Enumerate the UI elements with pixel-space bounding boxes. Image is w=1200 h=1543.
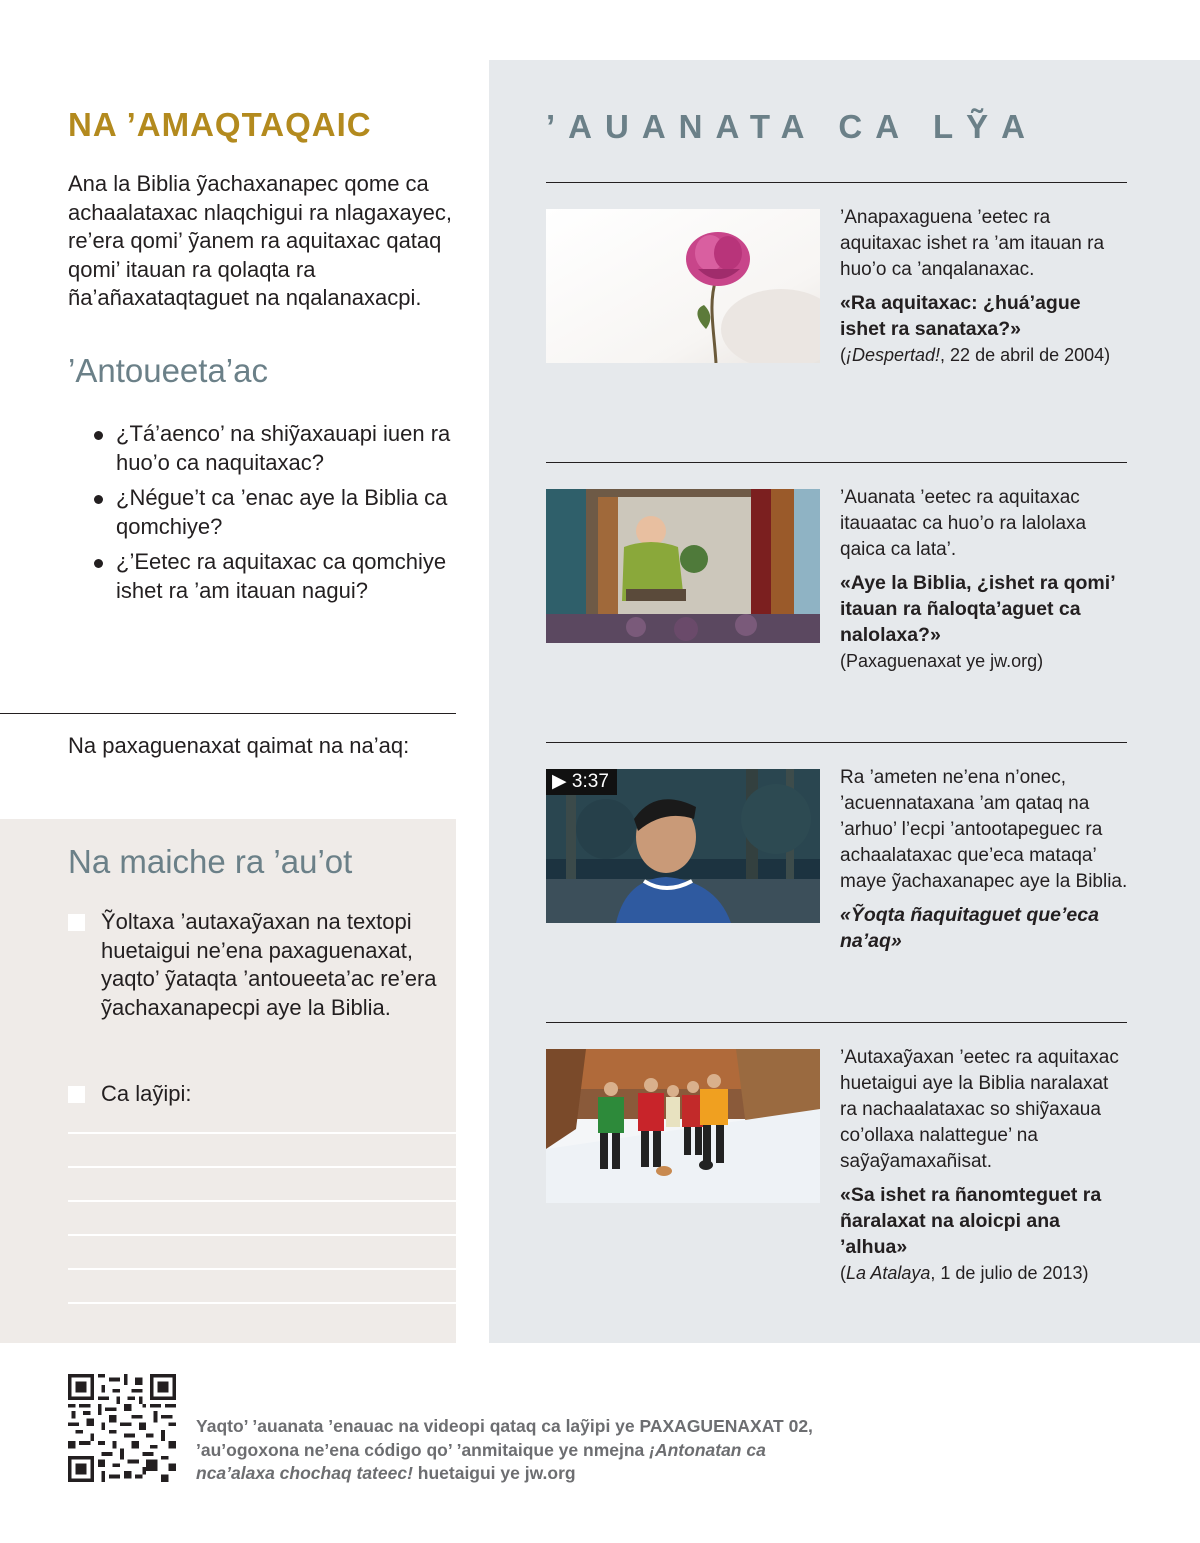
bullet-icon: [94, 559, 103, 568]
pink-flower-icon: [546, 209, 820, 363]
writing-line: [68, 1132, 456, 1134]
checkbox[interactable]: [68, 914, 85, 931]
explore-heading: ’AUANATA CA LỸA: [546, 108, 1038, 145]
writing-line: [68, 1268, 456, 1270]
footer-book-title: ¡Antonatan ca nca’alaxa chochaq tateec!: [196, 1439, 766, 1483]
question-text: ¿Négue’t ca ’enac aye la Biblia ca qomchiye?: [116, 485, 448, 539]
family-walking-in-snow-icon: [546, 1049, 820, 1203]
footer-text-part: Yaqto’ ’auanata ’enauac na videopi qataq ca laỹipi ye PAXAGUENAXAT 02, ’au’ogoxona ne’ena código qo’ ’anmitaique ye nmejna: [196, 1416, 813, 1460]
divider: [546, 462, 1127, 463]
notes-heading: Na maiche ra ’au’ot: [68, 843, 353, 880]
question-item: [92, 420, 467, 477]
bullet-icon: [94, 431, 103, 440]
checklist-item-read-texts[interactable]: [68, 908, 438, 1022]
bullet-icon: [94, 495, 103, 504]
article-source: (Paxaguenaxat ye jw.org): [840, 651, 1044, 671]
question-item: [92, 548, 467, 605]
writing-line: [68, 1302, 456, 1304]
intro-paragraph: Ana la Biblia ỹachaxanapec qome ca achaalataxac nlaqchigui ra nlagaxayec, re’era qomi’ ỹanem ra aquitaxac qataq qomi’ itauan ra qolaqta ra ña’añaxataqtaguet na nqalanaxacpi.: [68, 171, 453, 310]
article-description: ’Autaxaỹaxan ’eetec ra aquitaxac huetaigui aye la Biblia naralaxat ra nachaalataxac so shiỹaxaua co’ollaxa nalattegue’ na saỹaỹamaxañisat.: [840, 1047, 1119, 1172]
wheelchair-thumbnail[interactable]: [546, 489, 820, 643]
next-publication-label: Na paxaguenaxat qaimat na na’aq:: [68, 733, 410, 758]
article-blurb: [840, 485, 1130, 674]
video-thumbnail[interactable]: [546, 769, 820, 923]
writing-line: [68, 1234, 456, 1236]
writing-line: [68, 1166, 456, 1168]
article-source: (¡Despertad!, 22 de abril de 2004): [840, 345, 1111, 365]
article-source: (La Atalaya, 1 de julio de 2013): [840, 1263, 1089, 1283]
video-duration-badge: [546, 769, 617, 795]
duration-text: 3:37: [571, 771, 609, 792]
checklist-text: Ỹoltaxa ’autaxaỹaxan na textopi huetaigui ne’ena paxaguenaxat, yaqto’ ỹataqta ’antoueeta’ac re’era ỹachaxanapecpi aye la Biblia.: [101, 909, 437, 1020]
checklist-item-other[interactable]: [68, 1080, 438, 1109]
article-blurb: [840, 1045, 1130, 1286]
article-title-link[interactable]: «Sa ishet ra ñanomteguet ra ñaralaxat na aloicpi ana ’alhua»: [840, 1184, 1102, 1258]
question-text: ¿’Eetec ra aquitaxac ca qomchiye ishet ra ’am itauan nagui?: [116, 549, 447, 603]
man-in-wheelchair-icon: [546, 489, 820, 643]
divider: [546, 182, 1127, 183]
footer-note: [196, 1415, 836, 1486]
article-title-link[interactable]: «Aye la Biblia, ¿ishet ra qomi’ itauan ra ñaloqta’aguet ca nalolaxa?»: [840, 572, 1115, 646]
qr-code-icon[interactable]: [68, 1374, 176, 1482]
questions-heading: ’Antoueeta’ac: [68, 352, 268, 389]
family-thumbnail[interactable]: [546, 1049, 820, 1203]
checkbox[interactable]: [68, 1086, 85, 1103]
question-item: [92, 484, 467, 541]
divider: [546, 742, 1127, 743]
main-heading: NA ’AMAQTAQAIC: [68, 106, 372, 143]
divider: [0, 713, 456, 714]
flower-thumbnail[interactable]: [546, 209, 820, 363]
footer-text-part: huetaigui ye jw.org: [412, 1463, 576, 1483]
source-publication: ¡Despertad!: [846, 345, 941, 365]
question-list: [92, 420, 467, 612]
divider: [546, 1022, 1127, 1023]
writing-line: [68, 1200, 456, 1202]
source-publication: La Atalaya: [846, 1263, 931, 1283]
source-date: , 1 de julio de 2013): [930, 1263, 1089, 1283]
article-description: ’Auanata ’eetec ra aquitaxac itauaatac ca huo’o ra lalolaxa qaica ca lata’.: [840, 487, 1087, 560]
video-title-link[interactable]: «Ỹoqta ñaquitaguet que’eca na’aq»: [840, 904, 1099, 952]
article-title-link[interactable]: «Ra aquitaxac: ¿huá’ague ishet ra sanataxa?»: [840, 292, 1081, 340]
article-description: ’Anapaxaguena ’eetec ra aquitaxac ishet ra ’am itauan ra huo’o ca ’anqalanaxac.: [840, 207, 1105, 280]
video-blurb: [840, 765, 1130, 954]
question-text: ¿Tá’aenco’ na shiỹaxauapi iuen ra huo’o ca naquitaxac?: [116, 421, 451, 475]
source-date: , 22 de abril de 2004): [940, 345, 1111, 365]
play-icon: ▶: [552, 771, 567, 792]
video-description: Ra ’ameten ne’ena n’onec, ’acuennataxana ’am qataq na ’arhuo’ l’ecpi ’antootapeguec ra achaalataxac que’eca mataqa’ maye ỹachaxanapec aye la Biblia.: [840, 767, 1128, 892]
article-blurb: [840, 205, 1130, 368]
checklist-text: Ca laỹipi:: [101, 1081, 192, 1106]
